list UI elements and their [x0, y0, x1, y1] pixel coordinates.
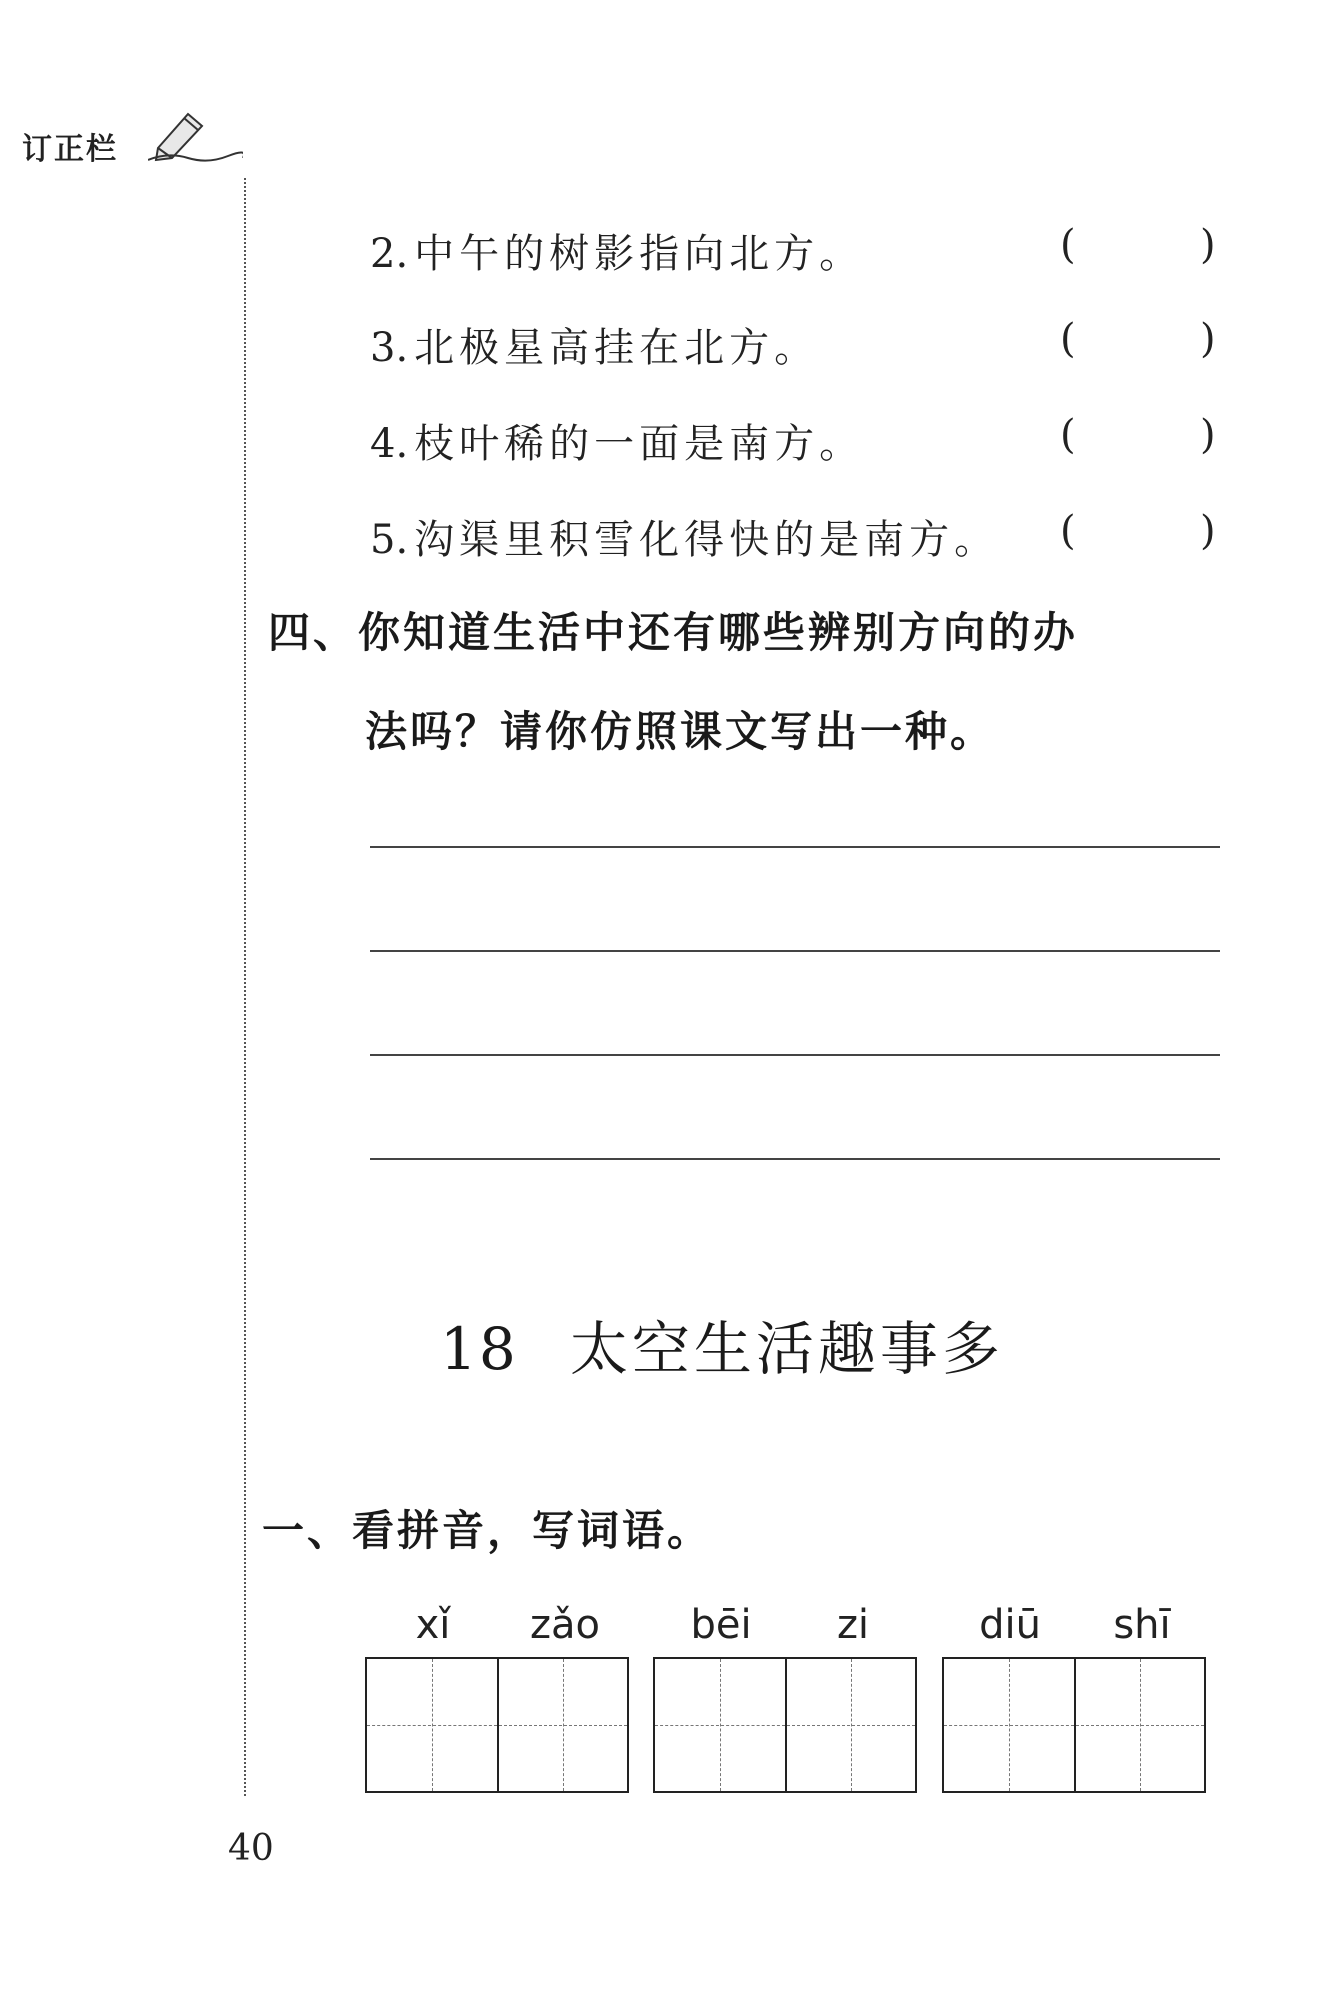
item-text: 北极星高挂在北方。	[414, 325, 820, 371]
writing-cell[interactable]	[655, 1659, 785, 1791]
lesson-number: 18	[440, 1315, 518, 1383]
lesson-heading	[440, 1302, 1004, 1386]
question-4-line1: 四、你知道生活中还有哪些辨别方向的办	[268, 608, 1079, 657]
question-4-line2: 法吗？请你仿照课文写出一种。	[365, 707, 996, 756]
item-number: 3.	[370, 325, 409, 371]
item-number: 4.	[370, 421, 409, 467]
page-number: 40	[228, 1828, 274, 1869]
answer-line[interactable]	[370, 950, 1220, 952]
pinyin-label: xǐ	[415, 1602, 451, 1648]
pinyin-label: diū	[979, 1602, 1041, 1648]
answer-paren-close[interactable]: )	[1200, 316, 1221, 362]
lesson-title: 太空生活趣事多	[569, 1315, 1004, 1383]
correction-column-label: 订正栏	[22, 132, 118, 167]
tf-item	[370, 412, 1230, 472]
answer-paren-open[interactable]: (	[1060, 412, 1081, 458]
answer-paren-open[interactable]: (	[1060, 316, 1081, 362]
answer-line[interactable]	[370, 846, 1220, 848]
tf-item	[370, 222, 1230, 282]
writing-cell[interactable]	[497, 1659, 627, 1791]
writing-cell[interactable]	[367, 1659, 497, 1791]
writing-cell[interactable]	[785, 1659, 915, 1791]
tf-item	[370, 508, 1230, 568]
writing-grid-word-2	[653, 1657, 917, 1793]
pinyin-label: shī	[1113, 1602, 1171, 1648]
pinyin-label: zǎo	[530, 1602, 600, 1648]
item-number: 2.	[370, 231, 409, 277]
item-number: 5.	[370, 517, 409, 563]
answer-paren-close[interactable]: )	[1200, 222, 1221, 268]
answer-line[interactable]	[370, 1158, 1220, 1160]
item-text: 沟渠里积雪化得快的是南方。	[414, 517, 1000, 563]
item-text: 枝叶稀的一面是南方。	[414, 421, 865, 467]
section-1-title: 一、看拼音，写词语。	[262, 1506, 713, 1555]
pinyin-label: bēi	[690, 1602, 752, 1648]
answer-paren-close[interactable]: )	[1200, 508, 1221, 554]
writing-grid-word-1	[365, 1657, 629, 1793]
pinyin-label: zi	[836, 1602, 870, 1648]
answer-paren-close[interactable]: )	[1200, 412, 1221, 458]
answer-paren-open[interactable]: (	[1060, 222, 1081, 268]
answer-paren-open[interactable]: (	[1060, 508, 1081, 554]
pencil-icon	[148, 102, 243, 162]
writing-cell[interactable]	[944, 1659, 1074, 1791]
writing-cell[interactable]	[1074, 1659, 1204, 1791]
writing-grid-word-3	[942, 1657, 1206, 1793]
item-text: 中午的树影指向北方。	[414, 231, 865, 277]
answer-line[interactable]	[370, 1054, 1220, 1056]
margin-dotted-rule	[244, 178, 246, 1796]
tf-item	[370, 316, 1230, 376]
